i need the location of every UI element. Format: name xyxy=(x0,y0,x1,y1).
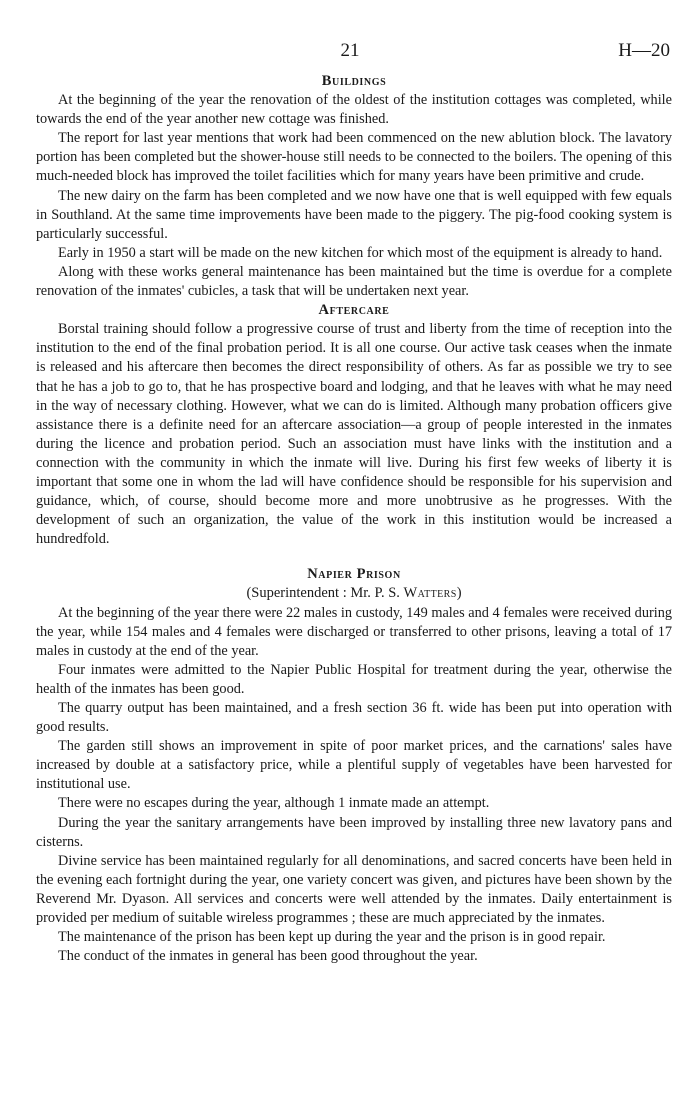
napier-paragraph-8: The maintenance of the prison has been kept up during the year and the prison is in good repair. xyxy=(58,929,606,946)
buildings-section xyxy=(36,72,672,301)
aftercare-section xyxy=(36,301,672,549)
superintendent-suffix: ) xyxy=(456,585,462,602)
page-number: 21 xyxy=(340,40,360,61)
napier-paragraph-9: The conduct of the inmates in general has been good throughout the year. xyxy=(58,948,478,965)
buildings-paragraph-5: Along with these works general maintenance has been maintained but the time is overdue for a complete renovation of the inmates' cubicles, a task that will be undertaken next year. xyxy=(36,263,672,300)
buildings-heading: Buildings xyxy=(321,73,387,89)
aftercare-heading: Aftercare xyxy=(318,302,390,319)
napier-paragraph-5: There were no escapes during the year, although 1 inmate made an attempt. xyxy=(58,795,490,812)
aftercare-paragraph-1: Borstal training should follow a progressive course of trust and liberty from the time of reception into the institution to the end of the final probation period. It is all one course. Our active task ceases when the inmate is released and his aftercare then becomes the direct responsibility of others. As far as possible we try to see that he has a job to go to, that he has prospective board and lodging, and that he leaves with what he may need in the way of necessary clothing. However, what we can do is limited. Although many probation officers give assistance there is a definite need for an aftercare association—a group of people interested in the inmates during the licence and probation period. Such an association must have links with the institution and a connection with the community in which the inmate will live. During his first few weeks of liberty it is important that some one in whom the lad will have confidence should be responsible for his supervision and guidance, which, of course, should become more and more unobtrusive as he progresses. With the development of such an organization, the value of the work in this institution would be increased a hundredfold. xyxy=(36,321,672,548)
buildings-paragraph-4: Early in 1950 a start will be made on the new kitchen for which most of the equipment is already to hand. xyxy=(58,244,663,261)
napier-paragraph-7: Divine service has been maintained regularly for all denominations, and sacred concerts have been held in the evening each fortnight during the year, one variety concert was given, and pictures have been shown by the Reverend Mr. Dyason. All services and concerts were well attended by the inmates. Daily entertainment is provided per medium of suitable wireless programmes ; these are much appreciated by the inmates. xyxy=(36,852,672,927)
buildings-paragraph-1: At the beginning of the year the renovation of the oldest of the institution cottages was completed, while towards the end of the year another new cottage was finished. xyxy=(36,92,672,128)
buildings-paragraph-3: The new dairy on the farm has been completed and we now have one that is well equipped with few equals in Southland. At the same time improvements have been made to the piggery. The pig-food cooking system is particularly successful. xyxy=(36,187,672,242)
napier-paragraph-1: At the beginning of the year there were 22 males in custody, 149 males and 4 females were received during the year, while 154 males and 4 females were discharged or transferred to other prisons, leaving a total of 17 males in custody at the end of the year. xyxy=(36,604,672,659)
napier-prison-section xyxy=(36,565,672,966)
buildings-paragraph-2: The report for last year mentions that work had been commenced on the new ablution block. The lavatory portion has been completed but the shower-house still needs to be connected to the boilers. The opening of this much-needed block has improved the toilet facilities which for many years have been primitive and crude. xyxy=(36,130,672,185)
superintendent-name: Watters xyxy=(403,585,457,602)
document-reference: H—20 xyxy=(618,40,670,61)
superintendent-line xyxy=(36,584,672,603)
napier-paragraph-4: The garden still shows an improvement in spite of poor market prices, and the carnations' sales have increased by double at a satisfactory price, while a plentiful supply of vegetables have been harvested for institutional use. xyxy=(36,738,672,793)
napier-paragraph-3: The quarry output has been maintained, and a fresh section 36 ft. wide has been put into operation with good results. xyxy=(36,700,672,736)
superintendent-prefix: (Superintendent : Mr. P. S. xyxy=(246,585,404,602)
napier-paragraph-2: Four inmates were admitted to the Napier Public Hospital for treatment during the year, otherwise the health of the inmates has been good. xyxy=(36,661,672,697)
napier-prison-heading: Napier Prison xyxy=(307,566,401,583)
page-body xyxy=(36,72,672,966)
page-header xyxy=(0,40,700,64)
napier-paragraph-6: During the year the sanitary arrangements have been improved by installing three new lavatory pans and cisterns. xyxy=(36,814,672,850)
